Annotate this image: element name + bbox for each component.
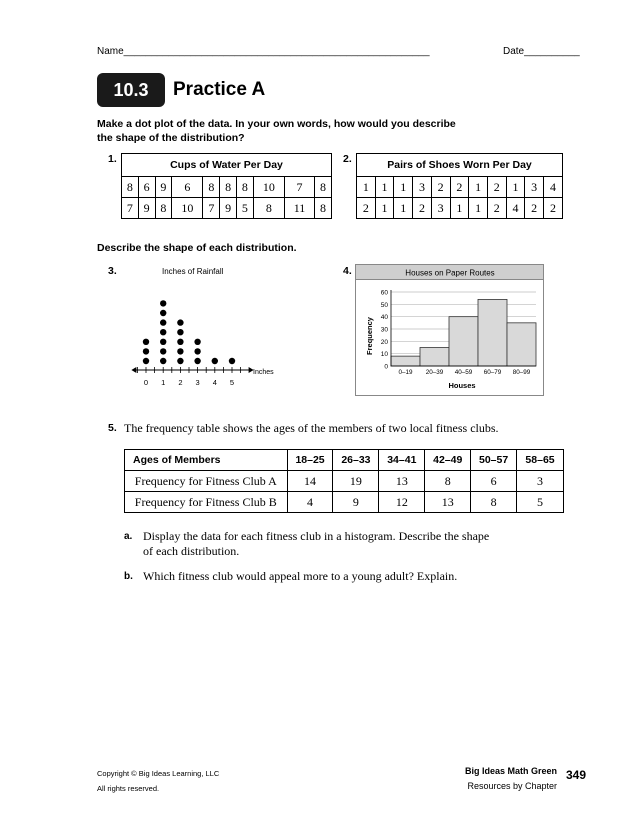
problem1-table-cell: 9 bbox=[138, 198, 155, 219]
fitness-table-header-cell: 42–49 bbox=[425, 450, 471, 471]
problem2-table-cell: 2 bbox=[450, 177, 469, 198]
problem2-table-cell: 1 bbox=[469, 177, 488, 198]
problem2-table-cell: 4 bbox=[506, 198, 525, 219]
fitness-table-cell: 6 bbox=[471, 471, 517, 492]
dot-plot-dot bbox=[160, 329, 166, 335]
part-b-text: Which fitness club would appeal more to a young adult? Explain. bbox=[143, 569, 458, 583]
fitness-table-cell: 14 bbox=[287, 471, 333, 492]
dot-plot-dot bbox=[160, 310, 166, 316]
fitness-frequency-table bbox=[124, 449, 564, 513]
page-title: Practice A bbox=[173, 79, 266, 100]
fitness-table-header-cell: 26–33 bbox=[333, 450, 379, 471]
problem2-table-cell: 2 bbox=[544, 198, 563, 219]
fitness-table-header bbox=[125, 450, 564, 471]
dot-plot-dot bbox=[143, 339, 149, 345]
page-number: 349 bbox=[566, 768, 587, 782]
fitness-table-cell: Frequency for Fitness Club B bbox=[125, 492, 288, 513]
lesson-number-badge: 10.3 bbox=[97, 73, 165, 107]
histogram-bar bbox=[507, 323, 536, 366]
problem2-table-row bbox=[357, 198, 563, 219]
fitness-table-header-cell: 50–57 bbox=[471, 450, 517, 471]
fitness-table-cell: 12 bbox=[379, 492, 425, 513]
dot-plot-tick-label: 0 bbox=[143, 378, 149, 387]
dot-plot-dot bbox=[194, 358, 200, 364]
fitness-table-header-cell: 34–41 bbox=[379, 450, 425, 471]
section2-instruction: Describe the shape of each distribution. bbox=[97, 242, 297, 254]
problem1-table-row bbox=[122, 177, 332, 198]
problem-2-number: 2. bbox=[343, 153, 352, 165]
dot-plot-dots bbox=[143, 300, 235, 364]
problem1-table-cell: 7 bbox=[284, 177, 314, 198]
dot-plot-dot bbox=[177, 339, 183, 345]
problem-1-table bbox=[121, 153, 332, 219]
part-a-label: a. bbox=[124, 531, 133, 542]
problem2-table-cell: 2 bbox=[357, 198, 376, 219]
name-field: Name_______________________________________________________ bbox=[97, 46, 430, 57]
footer-book-title: Big Ideas Math Green bbox=[464, 766, 557, 776]
dot-plot-dot bbox=[177, 329, 183, 335]
histogram-x-tick-label: 20–39 bbox=[425, 369, 444, 376]
section1-instruction-line2: the shape of the distribution? bbox=[97, 132, 245, 144]
histogram-y-tick-label: 50 bbox=[380, 301, 388, 309]
dot-plot-tick-label: 2 bbox=[178, 378, 183, 387]
problem2-table-row bbox=[357, 177, 563, 198]
dot-plot-dot bbox=[160, 319, 166, 325]
dot-plot-tick-label: 4 bbox=[212, 378, 217, 387]
problem-1-number: 1. bbox=[108, 153, 117, 165]
problem1-table-cell: 8 bbox=[315, 198, 332, 219]
histogram-y-tick-label: 60 bbox=[380, 289, 388, 297]
houses-histogram bbox=[355, 264, 544, 396]
section1-instruction-line1: Make a dot plot of the data. In your own words, how would you describe bbox=[97, 118, 456, 130]
dot-plot-dot bbox=[143, 358, 149, 364]
problem1-table-cell: 8 bbox=[236, 177, 253, 198]
problem1-table-cell: 10 bbox=[253, 177, 284, 198]
problem2-table-cell: 1 bbox=[394, 198, 413, 219]
problem1-table-cell: 8 bbox=[253, 198, 284, 219]
problem2-table-cell: 1 bbox=[357, 177, 376, 198]
problem-4-number: 4. bbox=[343, 265, 352, 277]
problem1-table-cell: 6 bbox=[172, 177, 203, 198]
problem1-table-cell: 8 bbox=[155, 198, 172, 219]
problem1-table-cell: 7 bbox=[203, 198, 220, 219]
dot-plot-dot bbox=[194, 348, 200, 354]
problem-5-number: 5. bbox=[108, 422, 117, 434]
fitness-table-header-cell: 58–65 bbox=[517, 450, 564, 471]
problem1-table-cell: 8 bbox=[315, 177, 332, 198]
fitness-table-row bbox=[125, 492, 564, 513]
dot-plot-dot bbox=[177, 319, 183, 325]
dot-plot-tick-label: 1 bbox=[161, 378, 166, 387]
problem2-table-cell: 1 bbox=[450, 198, 469, 219]
problem2-table-cell: 2 bbox=[431, 177, 450, 198]
problem1-table-cell: 8 bbox=[220, 177, 237, 198]
problem1-table-cell: 11 bbox=[284, 198, 314, 219]
problem2-table-cell: 2 bbox=[525, 198, 544, 219]
part-b-label: b. bbox=[124, 571, 133, 582]
fitness-table-cell: 8 bbox=[471, 492, 517, 513]
dot-plot-dot bbox=[212, 358, 218, 364]
problem-1-table-title: Cups of Water Per Day bbox=[122, 154, 332, 177]
histogram-bar bbox=[478, 299, 507, 366]
dot-plot-dot bbox=[160, 339, 166, 345]
problem2-table-cell: 1 bbox=[394, 177, 413, 198]
fitness-table-row bbox=[125, 471, 564, 492]
problem1-table-cell: 8 bbox=[203, 177, 220, 198]
fitness-table-cell: 19 bbox=[333, 471, 379, 492]
problem-5-text: The frequency table shows the ages of the members of two local fitness clubs. bbox=[124, 421, 499, 435]
dot-plot-dot bbox=[177, 358, 183, 364]
problem1-table-cell: 9 bbox=[155, 177, 172, 198]
fitness-table-cell: 8 bbox=[425, 471, 471, 492]
footer-rights: All rights reserved. bbox=[97, 784, 160, 793]
problem2-table-cell: 2 bbox=[413, 198, 432, 219]
fitness-table-cell: 9 bbox=[333, 492, 379, 513]
histogram-y-tick-label: 40 bbox=[380, 314, 388, 322]
problem1-table-cell: 8 bbox=[122, 177, 139, 198]
fitness-table-cell: 4 bbox=[287, 492, 333, 513]
fitness-table-cell: 13 bbox=[425, 492, 471, 513]
footer-resources: Resources by Chapter bbox=[467, 781, 557, 791]
problem1-table-cell: 7 bbox=[122, 198, 139, 219]
histogram-y-label: Frequency bbox=[365, 317, 374, 355]
problem1-table-cell: 6 bbox=[138, 177, 155, 198]
histogram-bar bbox=[391, 356, 420, 366]
histogram-x-tick-label: 80–99 bbox=[512, 369, 531, 376]
dot-plot-dot bbox=[160, 300, 166, 306]
fitness-table-header-cell: Ages of Members bbox=[125, 450, 288, 471]
problem2-table-cell: 1 bbox=[375, 177, 394, 198]
dot-plot-dot bbox=[143, 348, 149, 354]
fitness-table-cell: Frequency for Fitness Club A bbox=[125, 471, 288, 492]
dot-plot-title: Inches of Rainfall bbox=[162, 267, 224, 276]
histogram-y-tick-label: 30 bbox=[380, 326, 388, 334]
dot-plot-dot bbox=[160, 358, 166, 364]
problem2-table-cell: 2 bbox=[487, 198, 506, 219]
problem-3-number: 3. bbox=[108, 265, 117, 277]
problem1-table-cell: 10 bbox=[172, 198, 203, 219]
dot-plot-tick-label: 5 bbox=[229, 378, 235, 387]
problem2-table-cell: 1 bbox=[469, 198, 488, 219]
dot-plot-dot bbox=[177, 348, 183, 354]
dot-plot-left-arrow bbox=[131, 367, 136, 373]
histogram-bar bbox=[420, 348, 449, 367]
part-a-line2: of each distribution. bbox=[143, 544, 240, 558]
problem2-table-cell: 3 bbox=[525, 177, 544, 198]
histogram-y-tick-label: 10 bbox=[380, 351, 388, 359]
fitness-table-cell: 3 bbox=[517, 471, 564, 492]
histogram-x-tick-label: 40–59 bbox=[454, 369, 473, 376]
problem2-table-cell: 1 bbox=[375, 198, 394, 219]
problem2-table-cell: 3 bbox=[431, 198, 450, 219]
problem-2-table bbox=[356, 153, 563, 219]
histogram-y-tick-label: 20 bbox=[380, 338, 388, 346]
dot-plot-dot bbox=[229, 358, 235, 364]
problem1-table-cell: 9 bbox=[220, 198, 237, 219]
fitness-table-cell: 13 bbox=[379, 471, 425, 492]
rainfall-dot-plot bbox=[120, 260, 290, 395]
fitness-table-header-cell: 18–25 bbox=[287, 450, 333, 471]
histogram-x-tick-label: 0–19 bbox=[398, 369, 413, 376]
problem2-table-cell: 1 bbox=[506, 177, 525, 198]
problem1-table-row bbox=[122, 198, 332, 219]
date-field: Date__________ bbox=[503, 46, 580, 57]
footer-copyright: Copyright © Big Ideas Learning, LLC bbox=[97, 769, 220, 778]
dot-plot-dot bbox=[194, 339, 200, 345]
problem-2-table-title: Pairs of Shoes Worn Per Day bbox=[357, 154, 563, 177]
fitness-table-cell: 5 bbox=[517, 492, 564, 513]
dot-plot-x-label: Inches bbox=[253, 369, 274, 376]
problem2-table-cell: 3 bbox=[413, 177, 432, 198]
problem1-table-cell: 5 bbox=[236, 198, 253, 219]
histogram-title: Houses on Paper Routes bbox=[405, 268, 495, 278]
dot-plot-axis bbox=[131, 367, 253, 387]
problem2-table-cell: 2 bbox=[487, 177, 506, 198]
histogram-y-tick-label: 0 bbox=[384, 363, 388, 371]
dot-plot-dot bbox=[160, 348, 166, 354]
histogram-x-label: Houses bbox=[448, 381, 476, 390]
histogram-x-tick-label: 60–79 bbox=[483, 369, 502, 376]
part-a-line1: Display the data for each fitness club in a histogram. Describe the shape bbox=[143, 529, 490, 543]
histogram-bar bbox=[449, 317, 478, 366]
dot-plot-tick-label: 3 bbox=[195, 378, 200, 387]
problem2-table-cell: 4 bbox=[544, 177, 563, 198]
